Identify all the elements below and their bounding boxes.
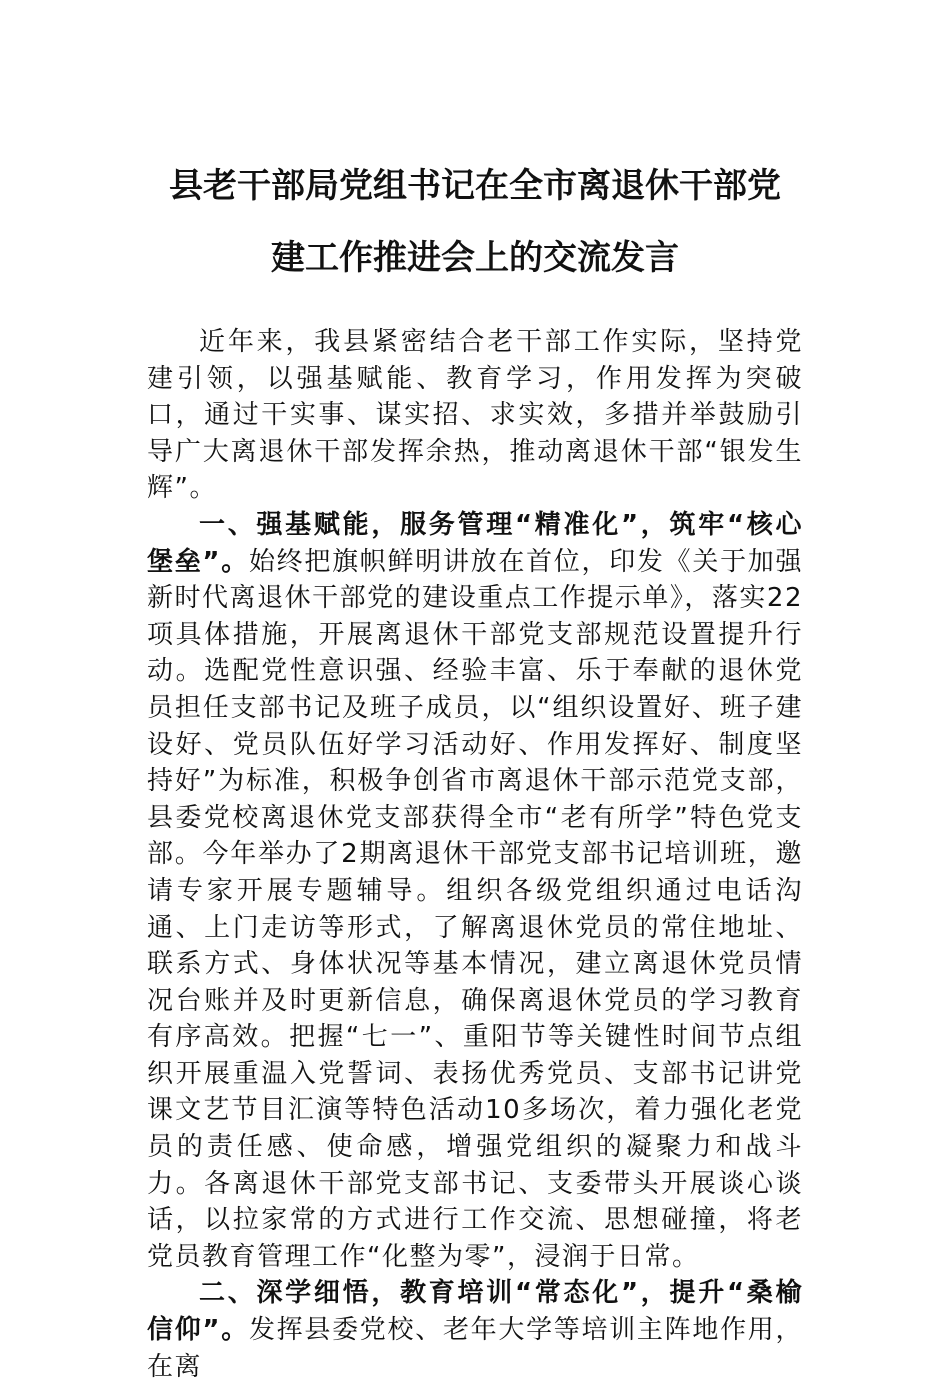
document-body [147, 324, 803, 1385]
intro-text: 近年来，我县紧密结合老干部工作实际，坚持党建引领，以强基赋能、教育学习，作用发挥为突破口，通过干实事、谋实招、求实效，多措并举鼓励引导广大离退休干部发挥余热，推动离退休干部“银发生辉”。 [147, 327, 803, 504]
section-1-paragraph [147, 507, 803, 1275]
section-2-body: 发挥县委党校、老年大学等培训主阵地作用，在离 [147, 1315, 803, 1382]
section-2-heading: 二、深学细悟，教育培训“常态化”，提升“桑榆信仰”。 [147, 1278, 803, 1346]
document-title-line-2: 建工作推进会上的交流发言 [271, 238, 679, 278]
section-2-paragraph [147, 1275, 803, 1385]
document-title-line-1: 县老干部局党组书记在全市离退休干部党 [169, 166, 781, 206]
intro-paragraph [147, 324, 803, 507]
section-1-body: 始终把旗帜鲜明讲放在首位，印发《关于加强新时代离退休干部党的建设重点工作提示单》，落实22项具体措施，开展离退休干部党支部规范设置提升行动。选配党性意识强、经验丰富、乐于奉献的退休党员担任支部书记及班子成员，以“组织设置好、班子建设好、党员队伍好学习活动好、作用发挥好、制度坚持好”为标准，积极争创省市离退休干部示范党支部，县委党校离退休党支部获得全市“老有所学”特色党支部。今年举办了2期离退休干部党支部书记培训班，邀请专家开展专题辅导。组织各级党组织通过电话沟通、上门走访等形式，了解离退休党员的常住地址、联系方式、身体状况等基本情况，建立离退休党员情况台账并及时更新信息，确保离退休党员的学习教育有序高效。把握“七一”、重阳节等关键性时间节点组织开展重温入党誓词、表扬优秀党员、支部书记讲党课文艺节目汇演等特色活动10多场次，着力强化老党员的责任感、使命感，增强党组织的凝聚力和战斗力。各离退休干部党支部书记、支委带头开展谈心谈话，以拉家常的方式进行工作交流、思想碰撞，将老党员教育管理工作“化整为零”，浸润于日常。 [147, 546, 803, 1272]
section-1-heading: 一、强基赋能，服务管理“精准化”，筑牢“核心堡垒”。 [147, 509, 803, 577]
